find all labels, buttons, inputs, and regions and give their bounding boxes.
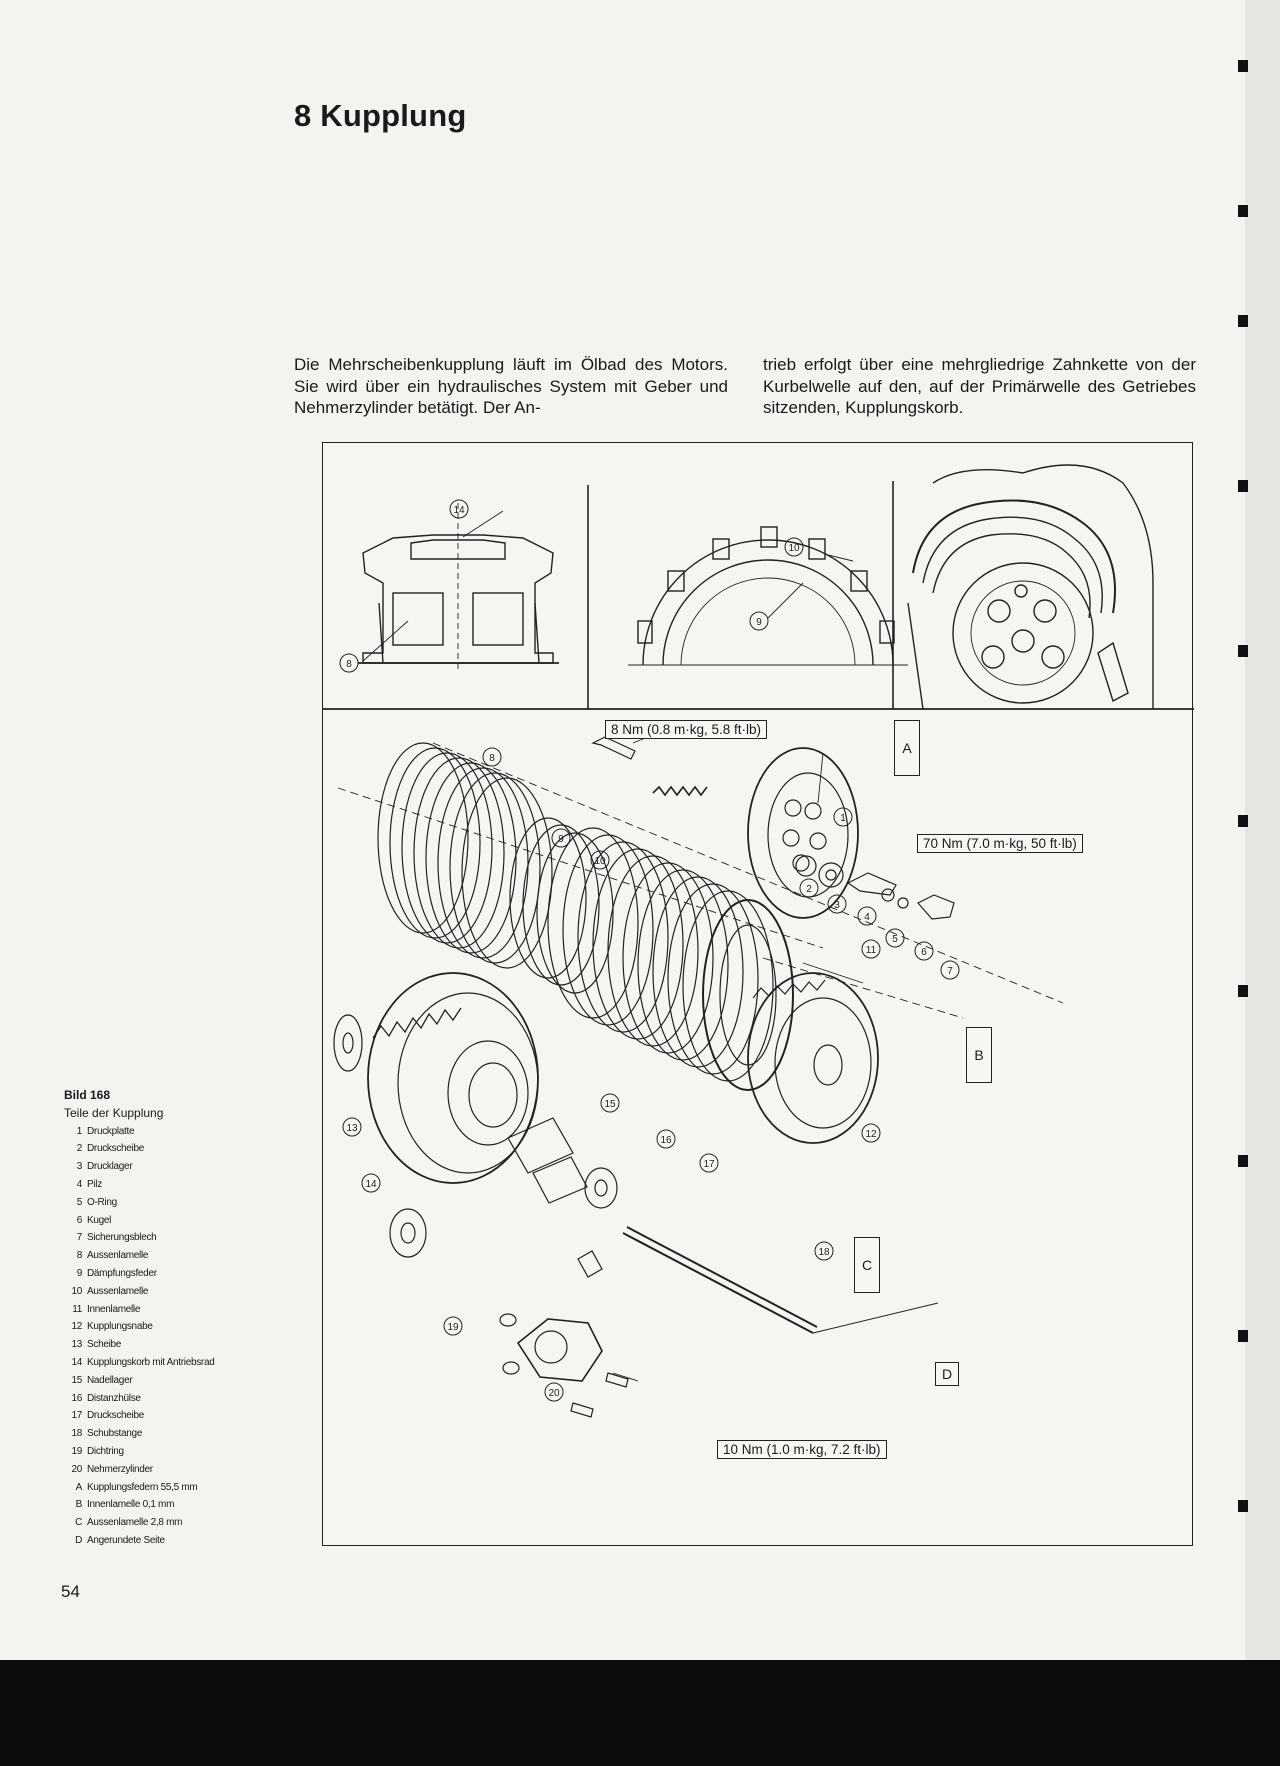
legend-item: 19 Dichtring	[71, 1445, 124, 1457]
diagram-artwork	[323, 443, 1194, 1547]
caption-subtitle: Teile der Kupplung	[64, 1105, 164, 1120]
callout-12: 12	[865, 1129, 877, 1140]
legend-item: 2 Druckscheibe	[76, 1143, 144, 1155]
legend-item: C Aussenlamelle 2,8 mm	[75, 1517, 183, 1529]
callout-2: 2	[806, 884, 812, 895]
label-box-b: B	[966, 1027, 992, 1083]
callout-3: 3	[834, 900, 840, 911]
page-number: 54	[61, 1582, 80, 1601]
page-edge	[1245, 0, 1280, 1766]
binding-mark	[1238, 985, 1248, 997]
legend-item: 6 Kugel	[76, 1214, 112, 1226]
callout-15: 15	[604, 1099, 616, 1110]
callout-8-top: 8	[346, 659, 352, 670]
binding-mark	[1238, 205, 1248, 217]
detail-panel-plate-arc	[628, 527, 908, 665]
binding-mark	[1238, 315, 1248, 327]
callout-19: 19	[447, 1322, 459, 1333]
scan-bottom-band	[0, 1660, 1280, 1766]
callout-9-top: 9	[756, 617, 762, 628]
torque-label-10nm: 10 Nm (1.0 m·kg, 7.2 ft·lb)	[717, 1440, 887, 1459]
callout-14-top: 14	[453, 505, 465, 516]
legend-item: 14 Kupplungskorb mit Antriebsrad	[71, 1356, 215, 1368]
callout-1: 1	[840, 813, 846, 824]
binding-mark	[1238, 60, 1248, 72]
legend-item: A Kupplungsfedern 55,5 mm	[75, 1481, 198, 1493]
label-box-c: C	[854, 1237, 880, 1293]
legend-item: 16 Distanzhülse	[71, 1392, 141, 1404]
legend-item: 10 Aussenlamelle	[71, 1285, 149, 1297]
label-box-d: D	[935, 1362, 959, 1386]
label-box-a: A	[894, 720, 920, 776]
callout-10: 10	[594, 856, 606, 867]
callout-7: 7	[947, 966, 953, 977]
binding-mark	[1238, 480, 1248, 492]
legend-item: 3 Drucklager	[76, 1161, 133, 1173]
callout-16: 16	[660, 1135, 672, 1146]
callout-17: 17	[703, 1159, 715, 1170]
legend-item: 12 Kupplungsnabe	[71, 1321, 153, 1333]
figure-caption	[64, 1087, 264, 1550]
legend-item: 18 Schubstange	[71, 1428, 143, 1440]
callout-20: 20	[548, 1388, 560, 1399]
chapter-title: 8 Kupplung	[294, 98, 467, 133]
legend-item: 15 Nadellager	[71, 1374, 133, 1386]
legend-item: 1 Druckplatte	[76, 1125, 135, 1137]
callout-11: 11	[865, 945, 877, 956]
callout-13: 13	[346, 1123, 358, 1134]
legend-item: 9 Dämpfungsfeder	[76, 1267, 157, 1279]
torque-label-70nm: 70 Nm (7.0 m·kg, 50 ft·lb)	[917, 834, 1083, 853]
legend-item: 17 Druckscheibe	[71, 1410, 144, 1422]
binding-mark	[1238, 815, 1248, 827]
callout-10-top: 10	[788, 543, 800, 554]
detail-panel-installed-clutch	[908, 465, 1153, 709]
callout-18: 18	[818, 1247, 830, 1258]
callout-4: 4	[864, 912, 870, 923]
torque-label-8nm: 8 Nm (0.8 m·kg, 5.8 ft·lb)	[605, 720, 767, 739]
legend-item: 11 Innenlamelle	[72, 1303, 141, 1315]
callout-14: 14	[365, 1179, 377, 1190]
callout-8: 8	[489, 753, 495, 764]
callout-6: 6	[921, 947, 927, 958]
legend-item: B Innenlamelle 0,1 mm	[75, 1499, 175, 1511]
binding-mark	[1238, 1500, 1248, 1512]
legend-item: D Angerundete Seite	[75, 1534, 165, 1546]
legend-item: 5 O-Ring	[76, 1196, 117, 1208]
intro-text-column-2: trieb erfolgt über eine mehrgliedrige Zahnkette von der Kurbelwelle auf den, auf der Primärwelle des Getriebes sitzenden, Kupplungskorb.	[763, 355, 1196, 417]
clutch-exploded-diagram	[322, 442, 1193, 1546]
legend-item: 20 Nehmerzylinder	[71, 1463, 153, 1475]
legend-list	[64, 1123, 264, 1550]
binding-mark	[1238, 1330, 1248, 1342]
detail-panel-hub-section	[358, 503, 559, 673]
intro-text-column-1: Die Mehrscheibenkupplung läuft im Ölbad des Motors. Sie wird über ein hydraulisches System mit Geber und Nehmerzylinder betätigt. Der An-	[294, 355, 728, 417]
callout-9: 9	[558, 834, 564, 845]
binding-mark	[1238, 645, 1248, 657]
legend-item: 4 Pilz	[76, 1178, 102, 1190]
legend-item: 7 Sicherungsblech	[76, 1232, 157, 1244]
caption-title: Bild 168	[64, 1088, 111, 1102]
callout-5: 5	[892, 934, 898, 945]
binding-mark	[1238, 1155, 1248, 1167]
legend-item: 13 Scheibe	[71, 1339, 122, 1351]
legend-item: 8 Aussenlamelle	[76, 1250, 149, 1262]
